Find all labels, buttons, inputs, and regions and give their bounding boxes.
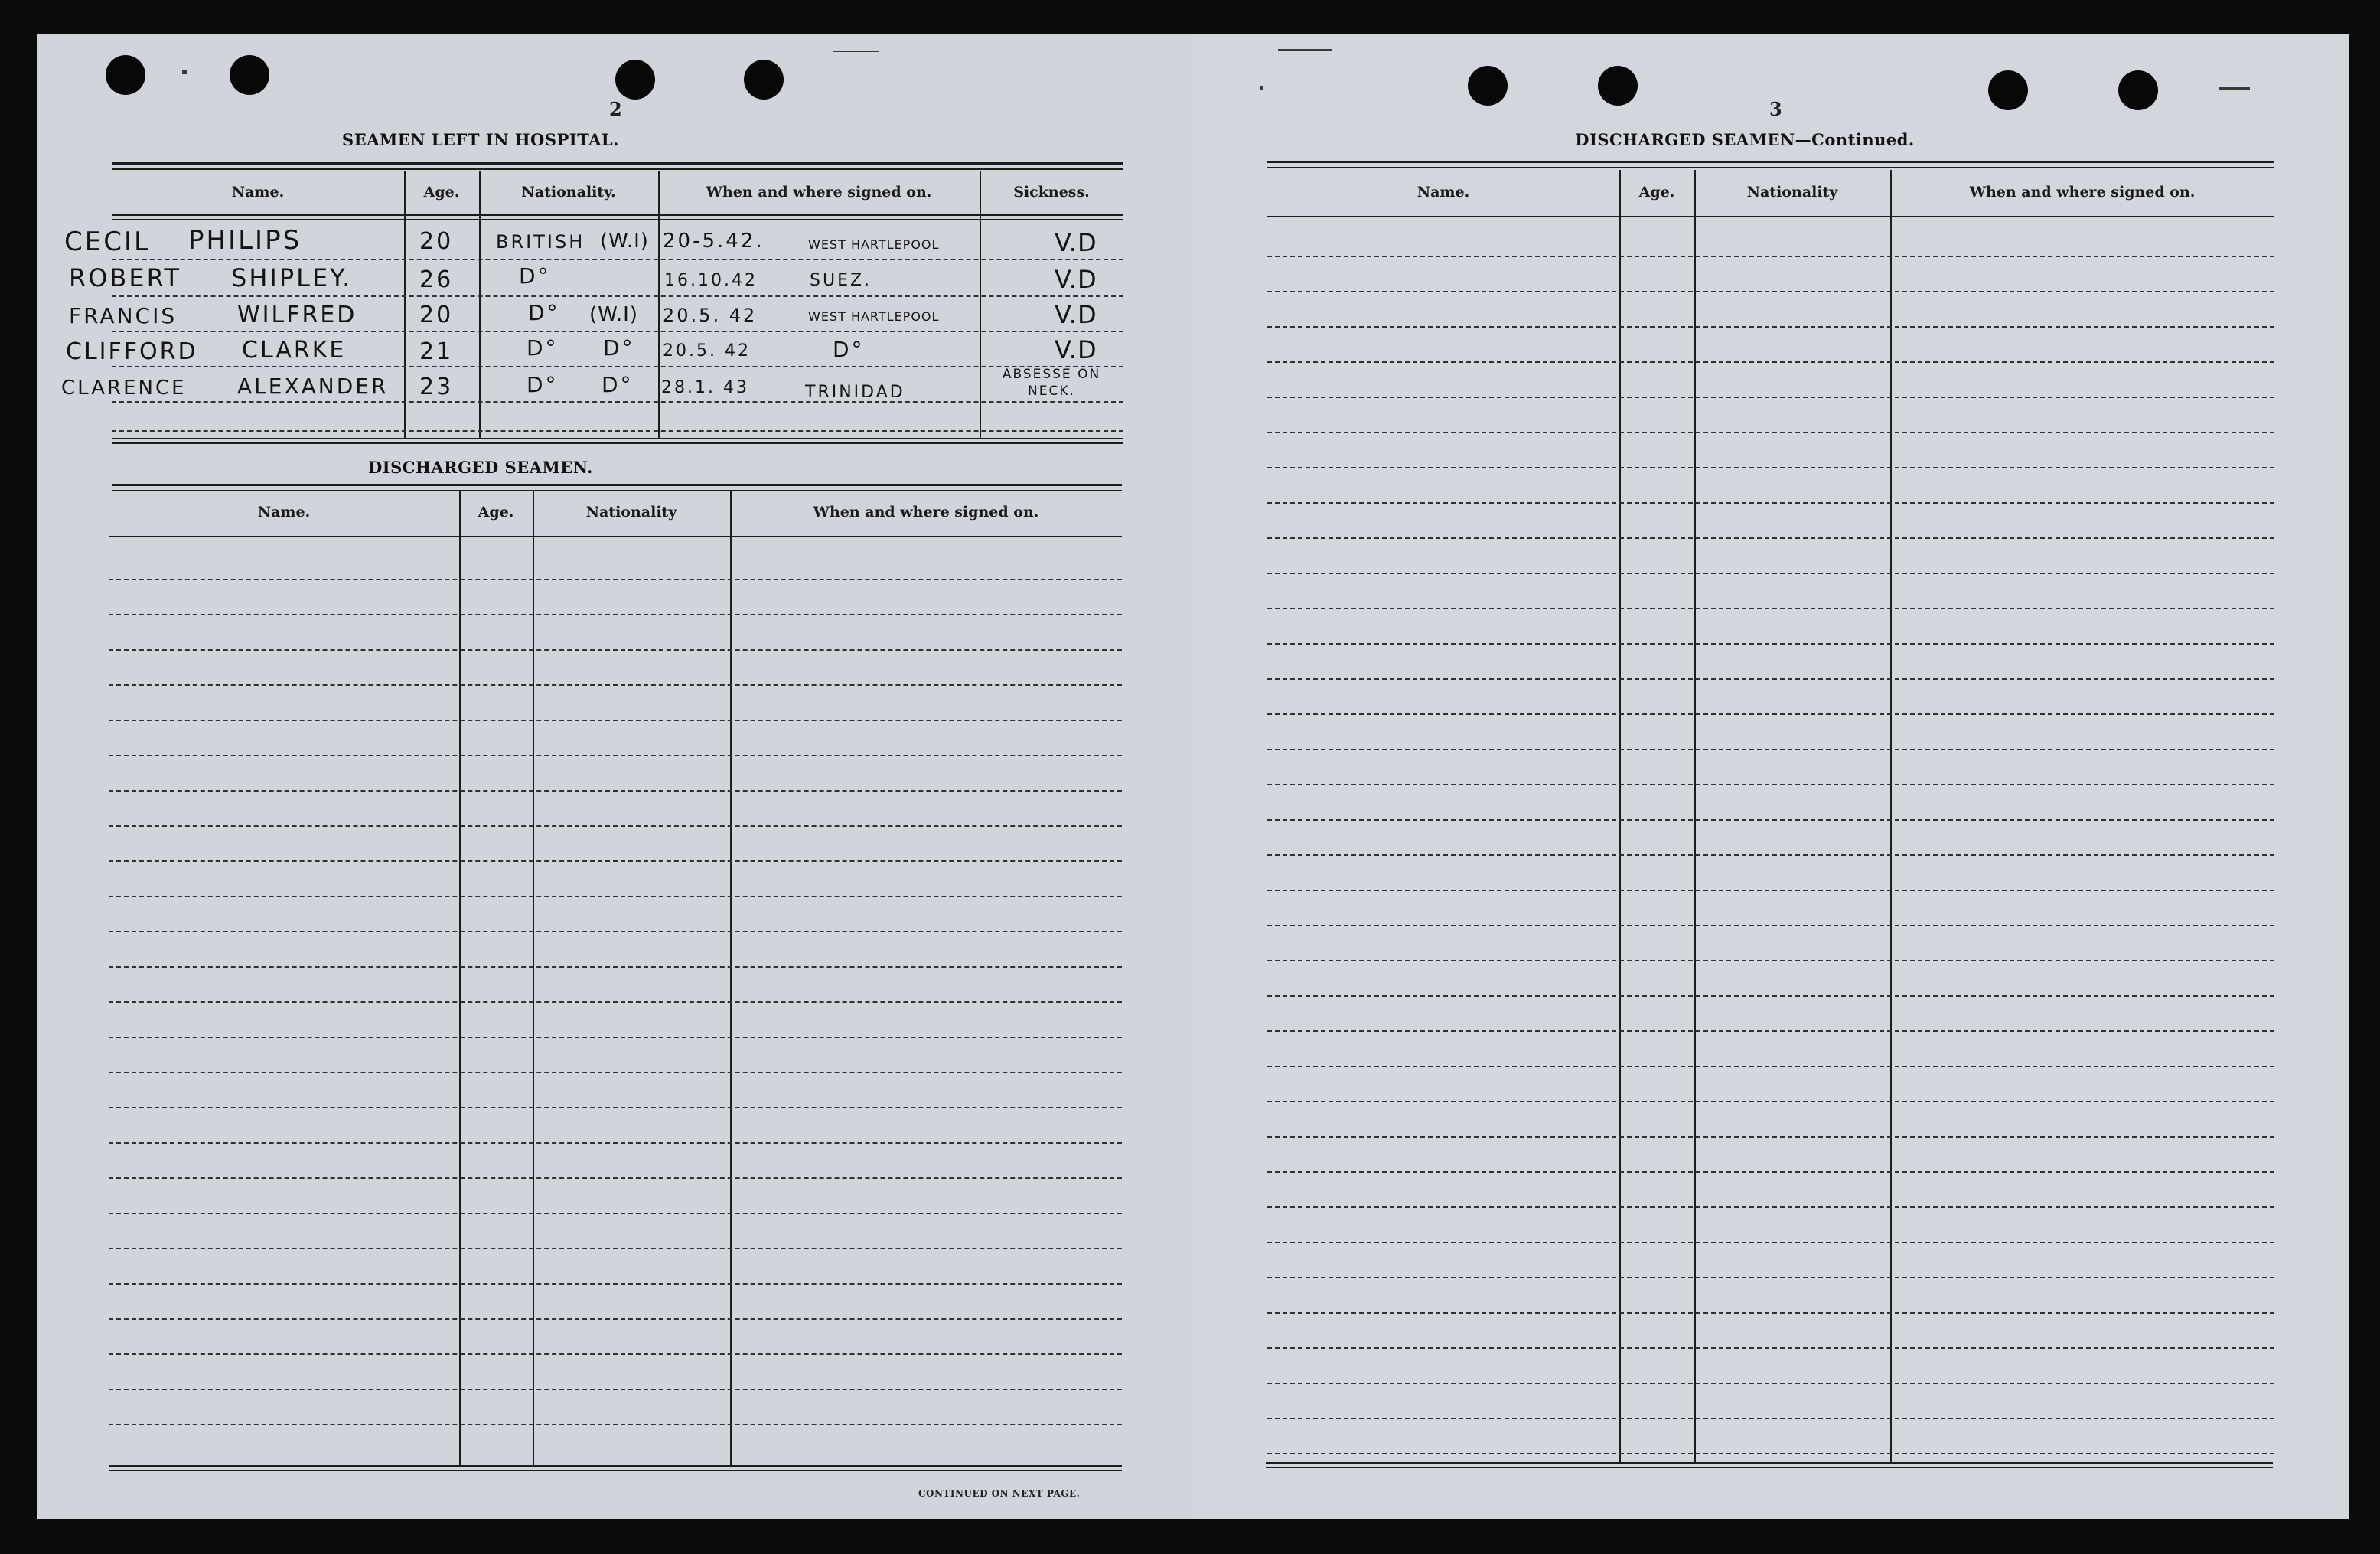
speck (1260, 86, 1263, 90)
seaman-age: 20 (419, 228, 454, 255)
column-divider (404, 171, 406, 438)
seaman-first-name: CLARENCE (61, 377, 187, 400)
row-line (109, 755, 1122, 756)
col-header-age: Age. (1638, 184, 1675, 201)
row-line (1267, 467, 2274, 468)
row-line (109, 684, 1122, 686)
col-header-signed-on: When and where signed on. (706, 184, 932, 201)
seaman-first-name: FRANCIS (69, 303, 178, 328)
page-number: 3 (1769, 98, 1782, 120)
row-line (1267, 1347, 2274, 1349)
header-rule (109, 536, 1122, 537)
seaman-last-name: CLARKE (242, 337, 347, 364)
seaman-nationality-note: (W.I) (589, 303, 638, 326)
col-header-nationality: Nationality (585, 504, 677, 521)
speck (1278, 49, 1332, 51)
table-rule (112, 490, 1122, 491)
column-divider (658, 171, 660, 438)
row-line (1267, 1383, 2274, 1384)
seaman-nationality: D° (527, 335, 559, 361)
seaman-nationality: BRITISH (496, 231, 585, 253)
table-rule (112, 162, 1123, 165)
row-line (1267, 749, 2274, 750)
row-line (1267, 291, 2274, 292)
row-line (1267, 397, 2274, 398)
row-line (112, 259, 1123, 260)
signed-on-date: 20-5.42. (663, 230, 765, 253)
signed-on-place: D° (833, 337, 865, 362)
row-line (1267, 678, 2274, 680)
seaman-last-name: PHILIPS (188, 225, 302, 256)
column-divider (1694, 170, 1696, 1462)
col-header-nationality: Nationality (1746, 184, 1838, 201)
table-rule (112, 484, 1122, 486)
discharged-section-title: DISCHARGED SEAMEN. (368, 458, 593, 477)
seaman-first-name: CLIFFORD (66, 338, 198, 365)
row-line (1267, 784, 2274, 785)
row-line (109, 966, 1122, 968)
row-line (1267, 1066, 2274, 1067)
seaman-last-name: ALEXANDER (237, 374, 389, 399)
punch-hole (2118, 70, 2158, 110)
row-line (1267, 1101, 2274, 1102)
signed-on-place: TRINIDAD (805, 383, 905, 402)
row-line (112, 295, 1123, 297)
row-line (1267, 643, 2274, 645)
seaman-last-name: SHIPLEY. (231, 263, 353, 292)
row-line (109, 1424, 1122, 1425)
hospital-section-title: SEAMEN LEFT IN HOSPITAL. (342, 130, 619, 149)
row-line (109, 1353, 1122, 1355)
table-bottom-rule (1266, 1462, 2273, 1464)
row-line (1267, 854, 2274, 856)
row-line (1267, 1277, 2274, 1278)
table-rule (1267, 167, 2274, 168)
row-line (109, 1213, 1122, 1214)
row-line (112, 366, 1123, 367)
col-header-name: Name. (231, 184, 285, 201)
sickness: V.D (1055, 335, 1097, 364)
punch-hole (230, 55, 269, 95)
row-line (112, 331, 1123, 332)
page-title: DISCHARGED SEAMEN—Continued. (1575, 130, 1915, 149)
punch-hole (1598, 66, 1638, 106)
row-line (109, 896, 1122, 897)
col-header-name: Name. (1417, 184, 1470, 201)
row-line (1267, 995, 2274, 997)
row-line (109, 1001, 1122, 1003)
row-line (109, 1037, 1122, 1038)
punch-hole (615, 60, 655, 100)
seaman-age: 20 (419, 302, 454, 328)
left-page (37, 34, 1194, 1519)
header-rule (1267, 216, 2274, 217)
sickness: ABSESSE ON NECK. (1002, 367, 1101, 399)
row-line (1267, 1206, 2274, 1208)
row-line (1267, 326, 2274, 328)
row-line (109, 1318, 1122, 1320)
table-bottom-rule (1266, 1467, 2273, 1468)
seaman-last-name: WILFRED (237, 302, 357, 328)
row-line (109, 1177, 1122, 1179)
row-line (109, 860, 1122, 862)
seaman-nationality-note: D° (602, 372, 634, 397)
row-line (109, 579, 1122, 580)
punch-hole (106, 55, 145, 95)
col-header-name: Name. (257, 504, 311, 521)
col-header-age: Age. (478, 504, 514, 521)
seaman-nationality: D° (527, 372, 559, 397)
seaman-nationality-note: D° (603, 335, 635, 361)
punch-hole (1468, 66, 1508, 106)
speck (833, 51, 879, 52)
header-rule (112, 219, 1123, 220)
seaman-first-name: ROBERT (69, 263, 182, 292)
col-header-signed-on: When and where signed on. (813, 504, 1039, 521)
column-divider (1890, 170, 1892, 1462)
table-bottom-rule (109, 1470, 1122, 1471)
row-line (1267, 819, 2274, 821)
page-number: 2 (609, 98, 622, 120)
speck (182, 70, 187, 74)
punch-hole (744, 60, 784, 100)
row-line (109, 720, 1122, 721)
row-line (1267, 1171, 2274, 1173)
row-line (109, 649, 1122, 651)
row-line (1267, 1312, 2274, 1314)
col-header-nationality: Nationality. (521, 184, 616, 201)
row-line (109, 931, 1122, 932)
column-divider (1619, 170, 1621, 1462)
column-divider (980, 171, 981, 438)
signed-on-date: 20.5. 42 (663, 341, 751, 361)
sickness: V.D (1055, 300, 1097, 329)
table-bottom-rule (112, 438, 1123, 439)
row-line (109, 825, 1122, 827)
table-rule (112, 168, 1123, 170)
continued-note: CONTINUED ON NEXT PAGE. (918, 1488, 1081, 1499)
row-line (1267, 1136, 2274, 1138)
column-divider (479, 171, 481, 438)
speck (2219, 87, 2250, 90)
row-line (1267, 537, 2274, 539)
row-line (1267, 1030, 2274, 1032)
row-line (1267, 925, 2274, 926)
row-line (109, 1389, 1122, 1390)
row-line (1267, 1242, 2274, 1243)
signed-on-place: WEST HARTLEPOOL (808, 237, 940, 252)
seaman-age: 26 (419, 266, 454, 293)
row-line (1267, 713, 2274, 715)
table-bottom-rule (112, 442, 1123, 444)
signed-on-date: 16.10.42 (664, 271, 758, 290)
col-header-sickness: Sickness. (1013, 184, 1090, 201)
punch-hole (1988, 70, 2028, 110)
row-line (112, 430, 1123, 432)
right-page (1194, 34, 2349, 1519)
signed-on-place: WEST HARTLEPOOL (808, 309, 940, 324)
row-line (1267, 608, 2274, 609)
seaman-nationality: D° (528, 300, 560, 325)
row-line (109, 1248, 1122, 1249)
row-line (1267, 1418, 2274, 1419)
row-line (109, 1107, 1122, 1108)
row-line (1267, 960, 2274, 961)
row-line (109, 1142, 1122, 1144)
seaman-age: 23 (419, 374, 454, 400)
row-line (1267, 1453, 2274, 1454)
sickness: V.D (1055, 228, 1097, 257)
row-line (109, 614, 1122, 615)
col-header-signed-on: When and where signed on. (1969, 184, 2196, 201)
row-line (1267, 256, 2274, 257)
row-line (1267, 573, 2274, 574)
seaman-first-name: CECIL (64, 227, 151, 257)
seaman-nationality: D° (519, 263, 551, 289)
table-bottom-rule (109, 1465, 1122, 1467)
signed-on-date: 20.5. 42 (663, 305, 758, 326)
row-line (1267, 890, 2274, 891)
signed-on-date: 28.1. 43 (661, 378, 749, 397)
row-line (109, 790, 1122, 792)
row-line (109, 1072, 1122, 1073)
header-rule (112, 214, 1123, 216)
sickness: V.D (1055, 265, 1097, 294)
row-line (109, 1283, 1122, 1285)
row-line (1267, 432, 2274, 433)
row-line (1267, 361, 2274, 363)
row-line (112, 401, 1123, 403)
col-header-age: Age. (423, 184, 460, 201)
seaman-nationality-note: (W.I) (600, 230, 649, 253)
signed-on-place: SUEZ. (810, 271, 872, 290)
table-rule (1267, 161, 2274, 163)
row-line (1267, 502, 2274, 504)
seaman-age: 21 (419, 338, 454, 365)
